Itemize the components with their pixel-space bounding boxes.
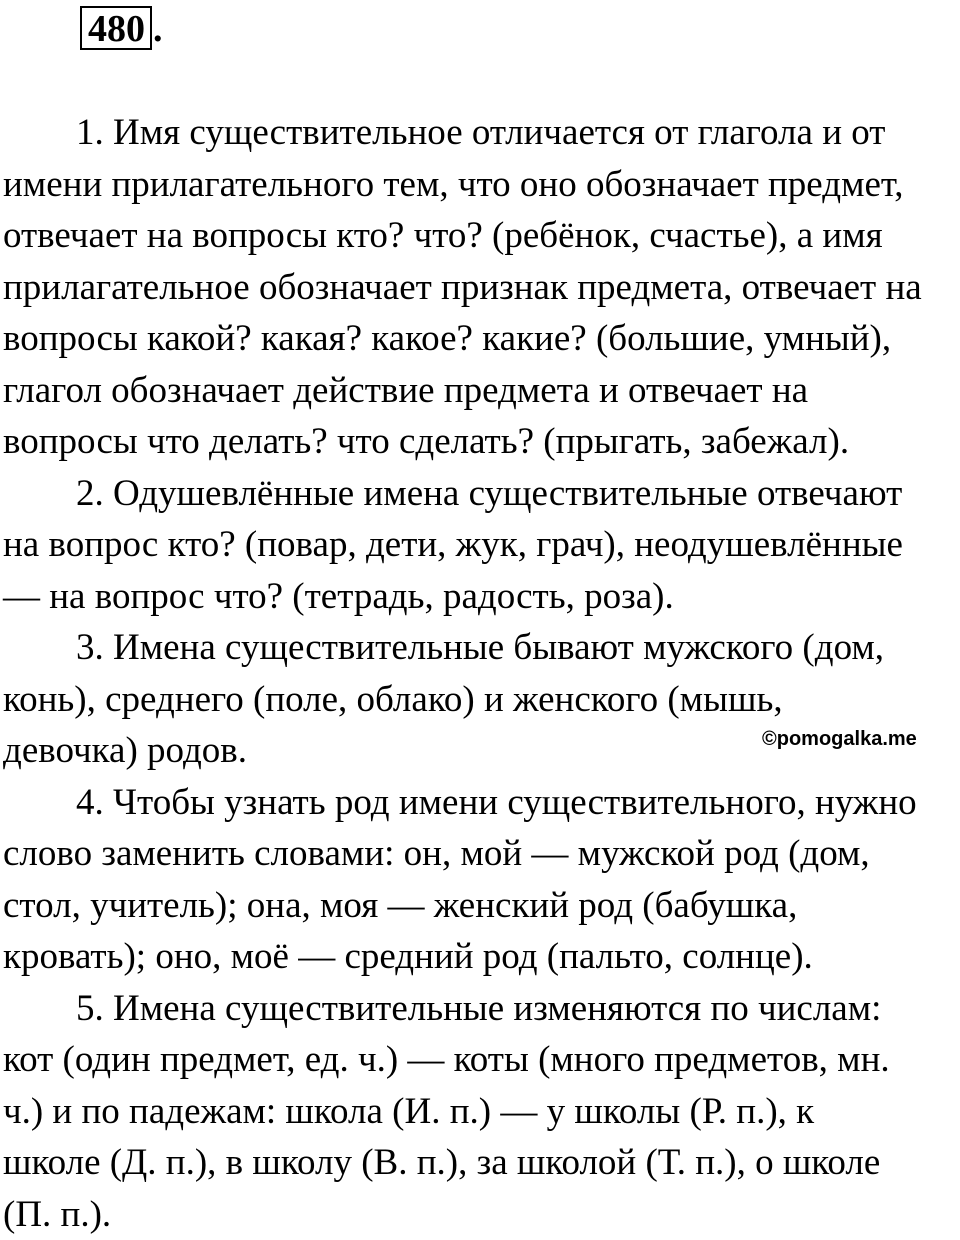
text-line: вопросы какой? какая? какое? какие? (большие, умный), (3, 313, 958, 365)
task-number (80, 6, 163, 50)
text-line: вопросы что делать? что сделать? (прыгать, забежал). (3, 416, 958, 468)
text-line: прилагательное обозначает признак предмета, отвечает на (3, 262, 958, 314)
paragraph-3 (3, 622, 958, 777)
text-line: 5. Имена существительные изменяются по числам: (3, 983, 958, 1035)
paragraph-5 (3, 983, 958, 1240)
text-line: стол, учитель); она, моя — женский род (бабушка, (3, 880, 958, 932)
paragraph-1 (3, 107, 958, 468)
text-line: кровать); оно, моё — средний род (пальто, солнце). (3, 931, 958, 983)
text-line: девочка) родов. (3, 725, 958, 777)
paragraph-4 (3, 777, 958, 983)
text-line: конь), среднего (поле, облако) и женского (мышь, (3, 674, 958, 726)
text-line: 3. Имена существительные бывают мужского (дом, (3, 622, 958, 674)
text-line: имени прилагательного тем, что оно обозначает предмет, (3, 159, 958, 211)
text-line: — на вопрос что? (тетрадь, радость, роза). (3, 571, 958, 623)
text-line: школе (Д. п.), в школу (В. п.), за школой (Т. п.), о школе (3, 1137, 958, 1189)
text-line: ч.) и по падежам: школа (И. п.) — у школы (Р. п.), к (3, 1086, 958, 1138)
watermark: ©pomogalka.me (762, 727, 917, 751)
task-number-box: 480 (80, 6, 152, 50)
text-line: отвечает на вопросы кто? что? (ребёнок, счастье), а имя (3, 210, 958, 262)
text-line: 1. Имя существительное отличается от глагола и от (3, 107, 958, 159)
answer-text (3, 107, 958, 1240)
paragraph-2 (3, 468, 958, 623)
text-line: 2. Одушевлённые имена существительные отвечают (3, 468, 958, 520)
text-line: кот (один предмет, ед. ч.) — коты (много предметов, мн. (3, 1034, 958, 1086)
task-number-dot: . (153, 9, 163, 49)
text-line: 4. Чтобы узнать род имени существительного, нужно (3, 777, 958, 829)
text-line: глагол обозначает действие предмета и отвечает на (3, 365, 958, 417)
text-line: (П. п.). (3, 1189, 958, 1240)
text-line: на вопрос кто? (повар, дети, жук, грач), неодушевлённые (3, 519, 958, 571)
text-line: слово заменить словами: он, мой — мужской род (дом, (3, 828, 958, 880)
